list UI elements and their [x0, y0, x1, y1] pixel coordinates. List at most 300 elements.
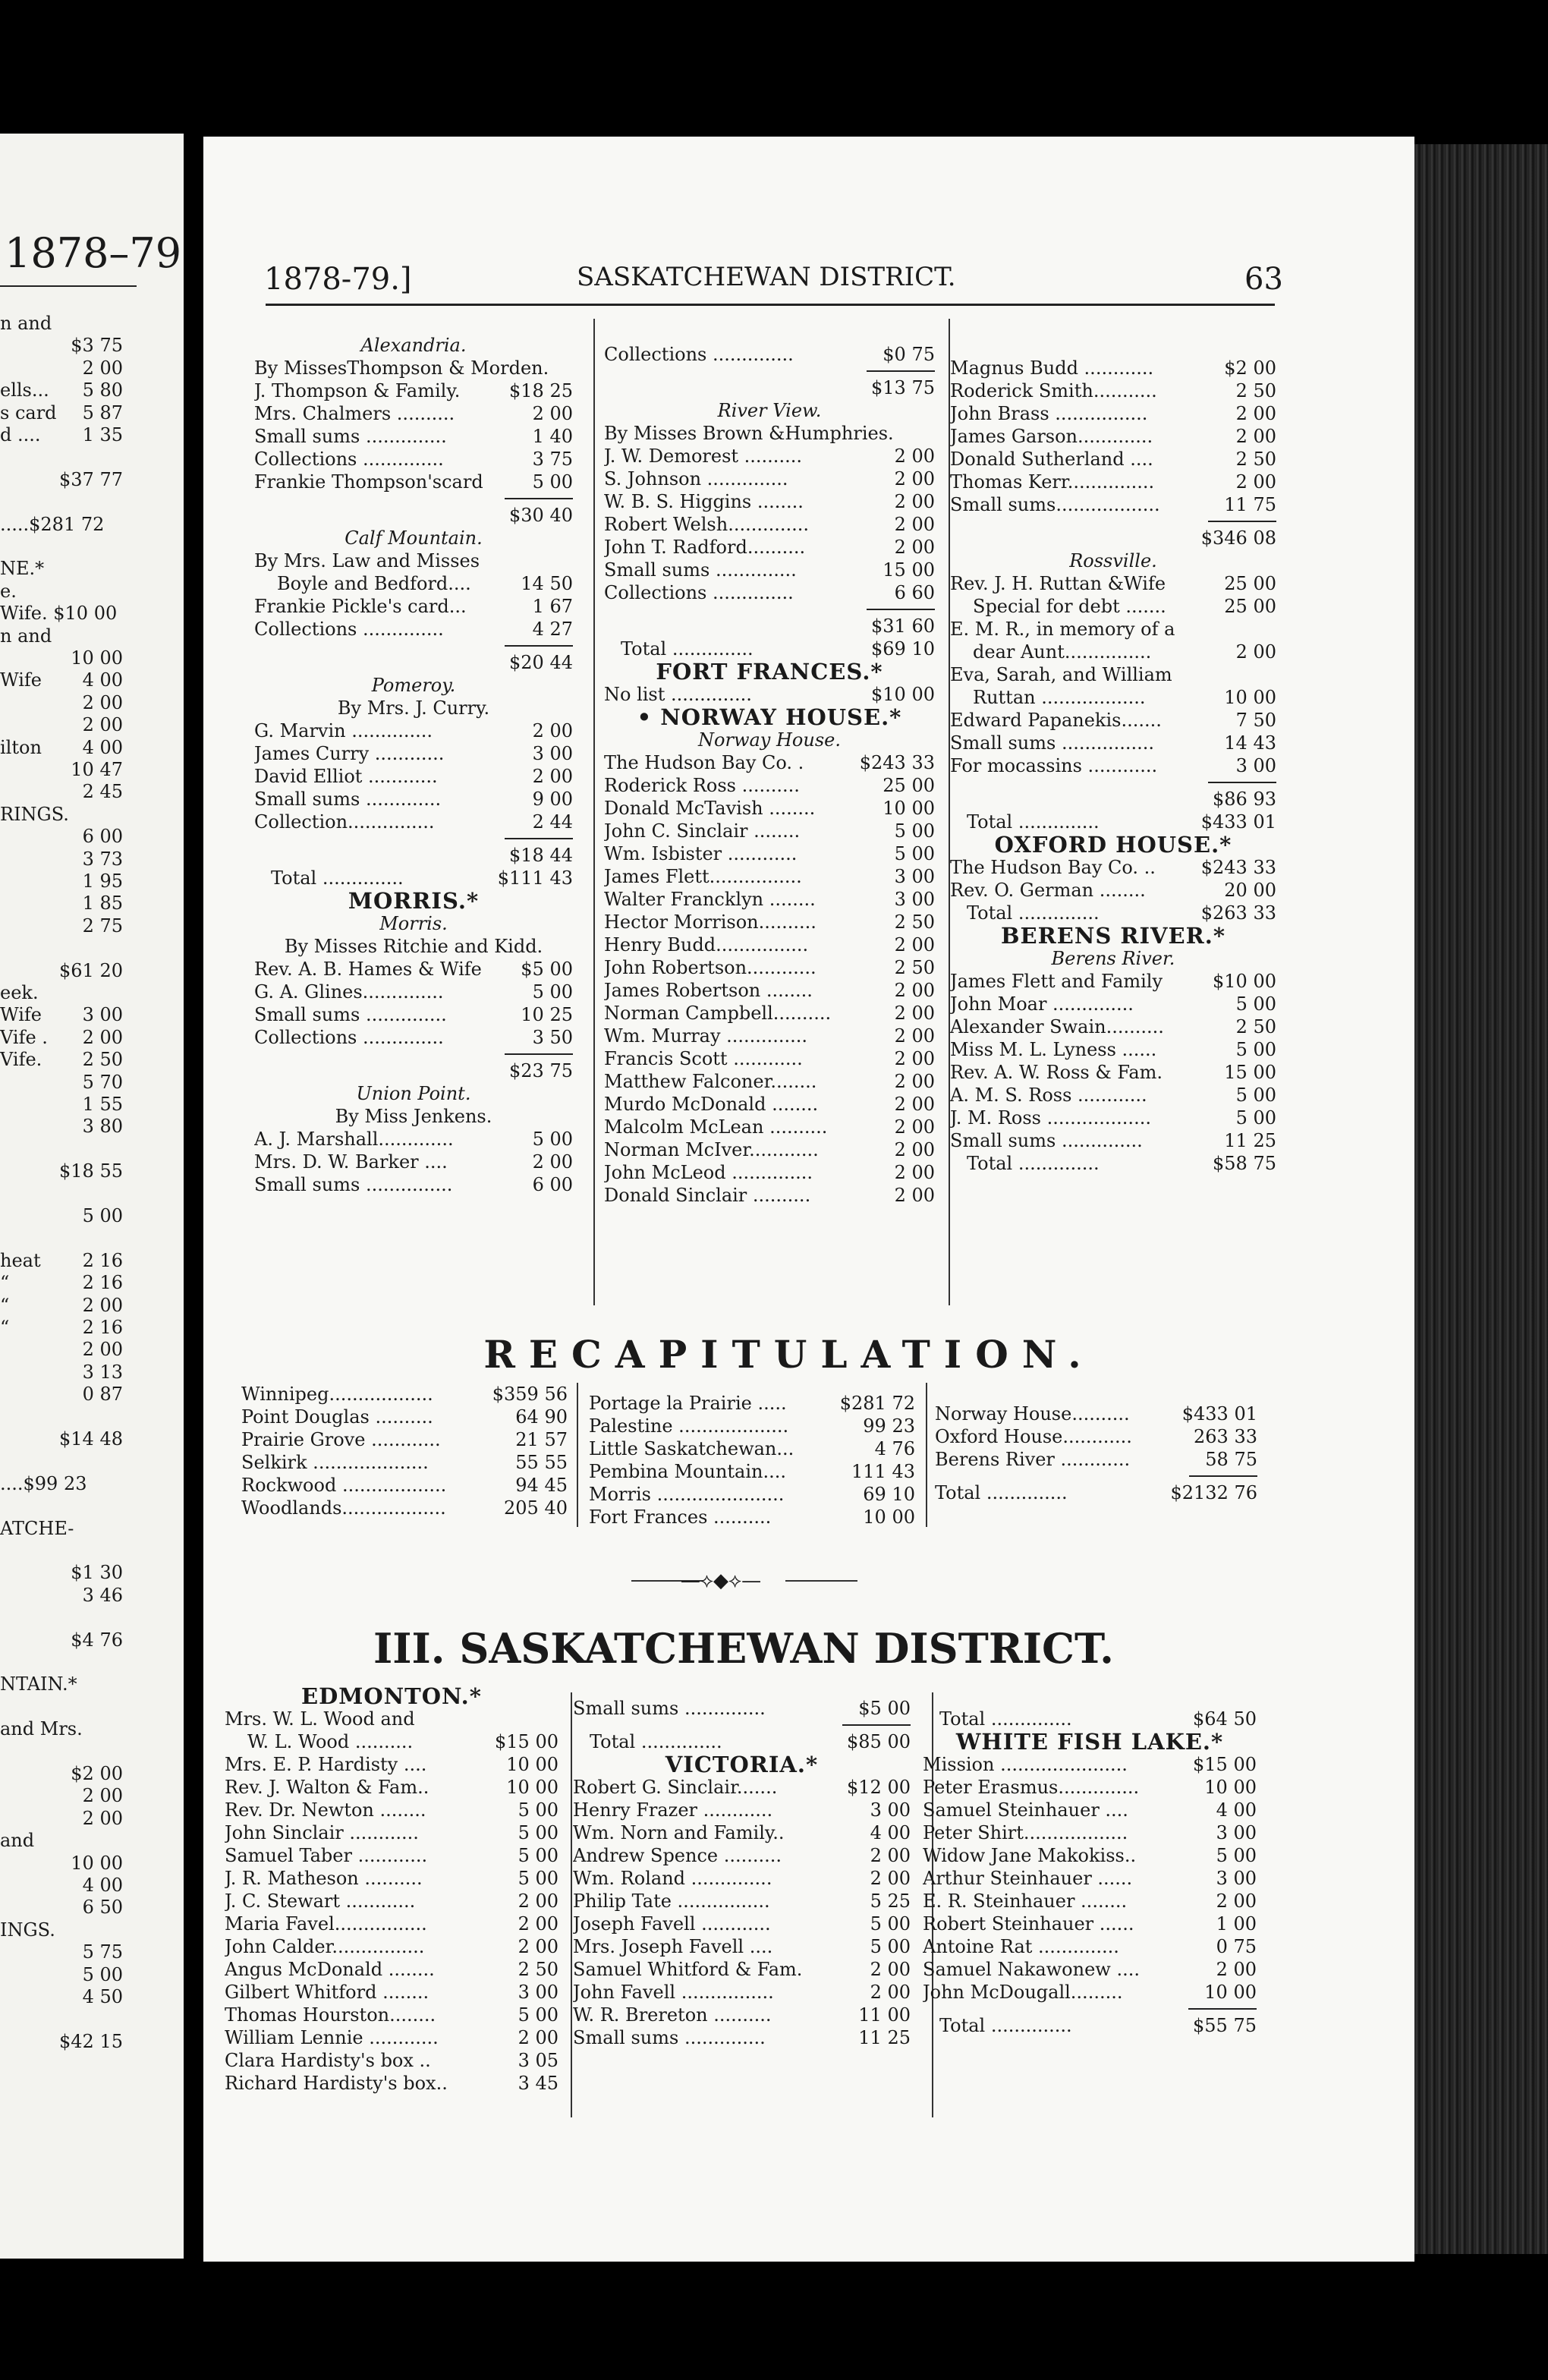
entry-row [950, 357, 1276, 379]
entry-row [254, 1128, 573, 1151]
left-page-amount: $1 30 [71, 1562, 123, 1584]
left-page-text: and [0, 1830, 35, 1852]
text-line: E. M. R., in memory of a [950, 619, 1175, 640]
entry-name: John Robertson............ [604, 957, 816, 978]
entry-amount: 2 00 [1216, 1959, 1257, 1980]
entry-name: S. Johnson .............. [604, 468, 788, 490]
recap-column-1 [241, 1383, 568, 1519]
entry-amount: 58 75 [1205, 1449, 1257, 1470]
entry-amount: $18 44 [509, 845, 573, 866]
entry-amount: $433 01 [1181, 1403, 1257, 1425]
entry-amount: 2 50 [1235, 380, 1276, 401]
left-page-line [0, 1004, 123, 1026]
entry-amount: 2 00 [894, 537, 935, 558]
entry-name: Point Douglas .......... [241, 1406, 433, 1428]
left-page-text: Wife. $10 00 [0, 603, 118, 625]
left-page-amount: 1 85 [82, 892, 123, 915]
text-line: By Mrs. Law and Misses [254, 550, 480, 571]
entry-amount: 2 00 [1216, 1890, 1257, 1912]
entry-row [254, 1026, 573, 1049]
entry-name: Thomas Hourston........ [225, 2004, 436, 2026]
entry-amount: $243 33 [859, 752, 935, 773]
entry-amount: 14 50 [521, 573, 573, 594]
entry-row [950, 788, 1276, 811]
left-page-line [0, 1718, 83, 1740]
entry-row [254, 379, 573, 402]
entry-name: Total .............. [939, 1708, 1072, 1730]
column-1 [254, 334, 573, 1196]
left-page-text: INGS. [0, 1919, 55, 1941]
place-name: Berens River. [1051, 948, 1175, 969]
entry-amount: 10 00 [863, 1506, 915, 1528]
entry-amount: 3 50 [532, 1027, 573, 1048]
entry-name: John Moar .............. [950, 993, 1134, 1015]
entry-amount: 10 25 [521, 1004, 573, 1025]
entry-row [589, 1460, 915, 1483]
entry-row [225, 1867, 558, 1890]
subtotal-rule [505, 838, 573, 839]
entry-row [935, 1402, 1257, 1425]
entry-amount: 3 00 [518, 1982, 558, 2003]
entry-amount: 5 00 [1216, 1845, 1257, 1866]
column-divider [577, 1383, 578, 1527]
total-row [254, 867, 573, 889]
entry-name: Palestine ................... [589, 1415, 789, 1437]
entry-amount: 5 00 [1235, 1107, 1276, 1129]
entry-row [225, 2072, 558, 2095]
entry-row [950, 856, 1276, 879]
entry-amount: 2 00 [894, 1185, 935, 1206]
entry-name: Frankie Pickle's card... [254, 596, 467, 617]
entry-amount: 10 00 [1204, 1777, 1257, 1798]
entry-row [225, 1958, 558, 1981]
entry-row [950, 879, 1276, 902]
entry-row [573, 2004, 911, 2026]
entry-name: Small sums ............... [254, 1174, 453, 1195]
left-page-amount: 2 00 [82, 714, 123, 736]
entry-amount: $86 93 [1213, 789, 1276, 810]
left-page-line [0, 1294, 123, 1317]
entry-row [225, 1753, 558, 1776]
left-page-text: NTAIN.* [0, 1673, 77, 1695]
entry-amount: $5 00 [858, 1698, 911, 1719]
entry-row [950, 493, 1276, 516]
entry-amount: $12 00 [847, 1777, 911, 1798]
entry-name: Maria Favel................ [225, 1913, 427, 1935]
entry-row [225, 1981, 558, 2004]
entry-amount: 2 00 [894, 1003, 935, 1024]
entry-row [604, 865, 935, 888]
entry-row [589, 1506, 915, 1528]
entry-amount: 7 50 [1235, 710, 1276, 731]
entry-row [935, 1481, 1257, 1504]
entry-row [241, 1474, 568, 1497]
entry-amount: 25 00 [1224, 573, 1276, 594]
entry-amount: 2 00 [870, 1982, 911, 2003]
entry-row [604, 979, 935, 1002]
entry-row [254, 958, 573, 981]
entry-name: John McLeod .............. [604, 1162, 813, 1183]
entry-row [254, 651, 573, 674]
entry-name: A. J. Marshall............. [254, 1129, 454, 1150]
entry-name: Norman McIver............ [604, 1139, 819, 1160]
entry-row [241, 1428, 568, 1451]
left-page-amount: 2 00 [82, 1807, 123, 1829]
left-page-text: ells... [0, 379, 49, 401]
entry-row [950, 402, 1276, 425]
entry-row [589, 1392, 915, 1415]
entry-amount: 5 00 [518, 1868, 558, 1889]
entry-amount: $346 08 [1200, 527, 1276, 549]
entry-name: dear Aunt............... [973, 641, 1152, 663]
left-page-amount: 1 95 [82, 870, 123, 892]
text-line: Mrs. W. L. Wood and [225, 1708, 415, 1730]
entry-name: James Robertson ........ [604, 980, 813, 1001]
left-page-text: ....$99 23 [0, 1472, 87, 1494]
entry-name: J. Thompson & Family. [254, 380, 461, 401]
entry-row [573, 1890, 911, 1912]
entry-row [573, 1981, 911, 2004]
header-year: 1878-79.] [264, 262, 412, 297]
entry-name: Total .............. [967, 811, 1100, 833]
entry-name: Donald Sutherland .... [950, 449, 1153, 470]
left-page-line [0, 1673, 77, 1695]
entry-amount: 5 00 [894, 820, 935, 842]
entry-amount: $2 00 [1224, 357, 1276, 379]
entry-row [254, 425, 573, 448]
left-page-line [0, 736, 123, 759]
entry-name: Roderick Ross .......... [604, 775, 800, 796]
entry-row [241, 1451, 568, 1474]
entry-row [923, 1981, 1257, 2004]
entry-amount: 4 27 [532, 619, 573, 640]
entry-row [589, 1437, 915, 1460]
entry-name: Samuel Taber ............ [225, 1845, 428, 1866]
left-page-amount: 10 00 [71, 1852, 123, 1874]
entry-row [923, 1890, 1257, 1912]
entry-row [935, 1425, 1257, 1448]
entry-name: For mocassins ............ [950, 755, 1158, 776]
entry-name: Small sums ................ [950, 732, 1155, 754]
left-page-text: e. [0, 580, 17, 602]
entry-row [604, 1116, 935, 1138]
place-name: River View. [717, 400, 822, 421]
entry-row [225, 1890, 558, 1912]
entry-amount: 3 00 [1235, 755, 1276, 776]
left-page-text: “ [0, 1272, 10, 1294]
entry-row [225, 2004, 558, 2026]
subtotal-rule [867, 370, 935, 372]
entry-amount: $10 00 [871, 684, 935, 705]
left-page-amount: $4 76 [71, 1629, 123, 1651]
entry-amount: 3 00 [870, 1799, 911, 1821]
entry-amount: 21 57 [515, 1429, 568, 1450]
entry-name: Woodlands.................. [241, 1497, 446, 1519]
left-page-amount: 3 00 [82, 1004, 123, 1026]
entry-row [225, 1912, 558, 1935]
left-page-amount: 0 87 [82, 1384, 123, 1406]
entry-row [254, 1003, 573, 1026]
entry-amount: 2 50 [894, 911, 935, 933]
entry-row [254, 572, 573, 595]
entry-row [950, 1038, 1276, 1061]
entry-amount: 2 00 [518, 1913, 558, 1935]
left-page-text: “ [0, 1294, 10, 1316]
total-row [604, 638, 935, 660]
text-line: By Miss Jenkens. [335, 1106, 492, 1127]
left-page-amount: 2 16 [82, 1249, 123, 1271]
entry-row [604, 468, 935, 490]
column-3 [950, 357, 1276, 1175]
entry-row [950, 1061, 1276, 1084]
entry-amount: 2 00 [894, 491, 935, 512]
entry-name: Arthur Steinhauer ...... [923, 1868, 1133, 1889]
text-line: Eva, Sarah, and William [950, 664, 1172, 685]
section-heading: MORRIS.* [348, 888, 480, 914]
entry-name: Frankie Thompson'scard [254, 471, 483, 493]
left-page-amount: 3 46 [82, 1584, 123, 1606]
entry-row [950, 970, 1276, 993]
entry-row [254, 719, 573, 742]
entry-row [254, 618, 573, 641]
entry-name: Total .............. [271, 867, 404, 889]
entry-name: Miss M. L. Lyness ...... [950, 1039, 1157, 1060]
entry-row [254, 595, 573, 618]
entry-row [950, 379, 1276, 402]
subtotal-rule [505, 1053, 573, 1055]
left-page-amount: 2 75 [82, 915, 123, 937]
left-page-amount: 2 00 [82, 1026, 123, 1048]
entry-name: Clara Hardisty's box .. [225, 2050, 431, 2071]
subtotal-rule [1208, 782, 1276, 783]
entry-row [254, 765, 573, 788]
entry-row [604, 343, 935, 366]
section-heading: VICTORIA.* [665, 1752, 819, 1777]
left-page-amount: 4 00 [82, 1875, 123, 1896]
entry-name: W. L. Wood .......... [247, 1731, 414, 1752]
entry-amount: $15 00 [495, 1731, 558, 1752]
entry-amount: $243 33 [1200, 857, 1276, 878]
entry-name: J. W. Demorest .......... [604, 445, 802, 467]
entry-row [254, 811, 573, 833]
left-page-line [0, 558, 44, 580]
entry-amount: 11 75 [1224, 494, 1276, 515]
left-page-text: “ [0, 1317, 10, 1338]
entry-amount: $23 75 [509, 1060, 573, 1081]
entry-row [604, 888, 935, 911]
entry-name: Rev. Dr. Newton ........ [225, 1799, 426, 1821]
entry-row [254, 1151, 573, 1173]
entry-amount: 3 00 [1216, 1822, 1257, 1843]
entry-amount: 2 50 [894, 957, 935, 978]
section-heading: EDMONTON.* [301, 1683, 482, 1709]
entry-name: Joseph Favell ............ [573, 1913, 771, 1935]
entry-amount: 5 00 [894, 843, 935, 864]
subtotal-rule [505, 645, 573, 647]
left-page-line [0, 669, 123, 691]
entry-amount: 2 00 [894, 1094, 935, 1115]
entry-amount: 4 00 [870, 1822, 911, 1843]
entry-amount: 4 00 [1216, 1799, 1257, 1821]
entry-name: Berens River ............ [935, 1449, 1131, 1470]
left-page-amount: $2 00 [71, 1763, 123, 1784]
entry-amount: 15 00 [883, 559, 935, 581]
entry-name: Rockwood .................. [241, 1475, 447, 1496]
entry-amount: 2 00 [894, 934, 935, 955]
section-title: III. SASKATCHEWAN DISTRICT. [373, 1624, 1114, 1673]
entry-name: Small sums.................. [950, 494, 1160, 515]
entry-name: Matthew Falconer........ [604, 1071, 817, 1092]
entry-amount: 5 00 [518, 1845, 558, 1866]
entry-name: Peter Erasmus.............. [923, 1777, 1140, 1798]
entry-row [604, 956, 935, 979]
entry-name: Andrew Spence .......... [573, 1845, 782, 1866]
entry-row [950, 686, 1276, 709]
entry-row [604, 683, 935, 706]
entry-row [604, 615, 935, 638]
entry-amount: 9 00 [532, 789, 573, 810]
left-page-line [0, 603, 117, 625]
left-page-text: .....$281 72 [0, 513, 105, 535]
entry-amount: $20 44 [509, 652, 573, 673]
section-column-2 [573, 1697, 911, 2049]
entry-row [923, 1912, 1257, 1935]
entry-amount: 2 00 [894, 1162, 935, 1183]
entry-amount: $31 60 [871, 615, 935, 637]
entry-row [225, 1799, 558, 1821]
entry-amount: $58 75 [1213, 1153, 1276, 1174]
entry-name: The Hudson Bay Co. . [604, 752, 804, 773]
entry-name: Hector Morrison.......... [604, 911, 816, 933]
entry-name: J. C. Stewart ............ [225, 1890, 416, 1912]
entry-amount: 2 00 [1235, 403, 1276, 424]
entry-name: James Curry ............ [254, 743, 445, 764]
entry-row [254, 448, 573, 471]
place-name: Alexandria. [360, 335, 467, 356]
left-page-line [0, 1830, 34, 1852]
left-page-text: ilton [0, 736, 42, 758]
left-page-text: d .... [0, 424, 41, 445]
header-title: SASKATCHEWAN DISTRICT. [577, 262, 956, 292]
entry-amount: 205 40 [504, 1497, 568, 1519]
entry-name: John Favell ................ [573, 1982, 774, 2003]
left-page-line [0, 1272, 123, 1294]
place-name: Pomeroy. [371, 675, 456, 696]
entry-row [225, 1844, 558, 1867]
entry-row [604, 1070, 935, 1093]
entry-name: Thomas Kerr............... [950, 471, 1155, 493]
left-page-amount: 3 80 [82, 1116, 123, 1138]
entry-amount: 25 00 [883, 775, 935, 796]
entry-row [573, 1958, 911, 1981]
left-page-line [0, 804, 69, 826]
place-name: Calf Mountain. [345, 527, 483, 549]
entry-amount: 11 25 [858, 2027, 911, 2048]
entry-row [254, 471, 573, 493]
entry-name: Murdo McDonald ........ [604, 1094, 819, 1115]
entry-row [604, 1138, 935, 1161]
entry-amount: 2 00 [870, 1845, 911, 1866]
entry-row [604, 1093, 935, 1116]
entry-amount: 2 00 [532, 1151, 573, 1173]
left-page-amount: 5 70 [82, 1071, 123, 1093]
section-heading: WHITE FISH LAKE.* [955, 1729, 1224, 1755]
entry-row [923, 1799, 1257, 1821]
entry-name: Wm. Norn and Family.. [573, 1822, 785, 1843]
ornament: —⟡◆⟡— [680, 1569, 762, 1592]
entry-row [950, 448, 1276, 471]
entry-amount: 11 25 [1224, 1130, 1276, 1151]
entry-row [225, 2049, 558, 2072]
left-page-line [0, 581, 17, 603]
entry-name: Portage la Prairie ..... [589, 1393, 787, 1414]
entry-name: John T. Radford.......... [604, 537, 806, 558]
left-page-amount: 1 35 [82, 424, 123, 445]
entry-row [573, 1912, 911, 1935]
entry-row [604, 581, 935, 604]
entry-name: Samuel Steinhauer .... [923, 1799, 1128, 1821]
entry-amount: 10 00 [883, 798, 935, 819]
entry-name: William Lennie ............ [225, 2027, 439, 2048]
entry-name: Collections .............. [254, 449, 444, 470]
entry-row [604, 536, 935, 559]
entry-amount: 55 55 [515, 1452, 568, 1473]
left-page-amount: $37 77 [59, 468, 123, 490]
entry-amount: 94 45 [515, 1475, 568, 1496]
entry-name: Small sums .............. [254, 426, 447, 447]
entry-amount: $5 00 [521, 959, 573, 980]
entry-row [950, 993, 1276, 1015]
entry-name: W. R. Brereton .......... [573, 2004, 772, 2026]
entry-amount: 2 00 [894, 1139, 935, 1160]
entry-name: Rev. J. Walton & Fam.. [225, 1777, 429, 1798]
entry-name: W. B. S. Higgins ........ [604, 491, 804, 512]
entry-row [225, 1730, 558, 1753]
entry-name: A. M. S. Ross ............ [950, 1085, 1147, 1106]
entry-amount: $15 00 [1193, 1754, 1257, 1775]
entry-amount: $69 10 [871, 638, 935, 660]
entry-amount: 3 05 [518, 2050, 558, 2071]
left-page-amount: 2 45 [82, 781, 123, 803]
entry-row [604, 376, 935, 399]
entry-row [950, 1015, 1276, 1038]
entry-name: Small sums .............. [254, 1004, 447, 1025]
entry-row [573, 2026, 911, 2049]
entry-amount: 2 00 [1235, 426, 1276, 447]
entry-amount: $30 40 [509, 505, 573, 526]
entry-amount: 15 00 [1224, 1062, 1276, 1083]
entry-row [254, 788, 573, 811]
entry-amount: 2 00 [894, 1025, 935, 1047]
left-page-amount: 4 00 [82, 736, 123, 758]
entry-name: Small sums .............. [573, 2027, 766, 2048]
section-heading: OXFORD HOUSE.* [994, 832, 1232, 858]
entry-amount: 2 00 [894, 468, 935, 490]
entry-row [604, 751, 935, 774]
left-page-amount: 6 50 [82, 1897, 123, 1919]
entry-amount: $281 72 [839, 1393, 915, 1414]
entry-amount: 111 43 [851, 1461, 915, 1482]
entry-amount: 0 75 [1216, 1936, 1257, 1957]
entry-row [589, 1483, 915, 1506]
entry-row [950, 425, 1276, 448]
left-page-amount: 3 13 [82, 1361, 123, 1383]
entry-name: Gilbert Whitford ........ [225, 1982, 429, 2003]
entry-name: Ruttan .................. [973, 687, 1146, 708]
left-page-text: s card [0, 401, 57, 423]
column-divider [571, 1692, 572, 2117]
place-name: Union Point. [356, 1083, 471, 1104]
